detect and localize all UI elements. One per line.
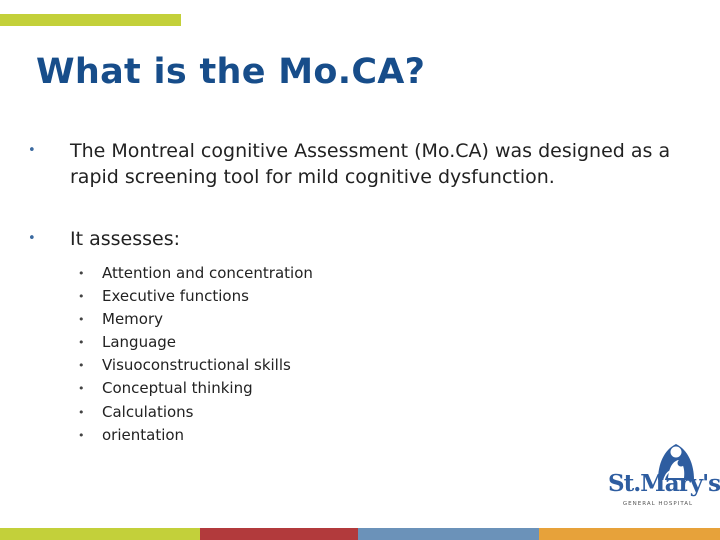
bullet-item — [28, 226, 678, 447]
sub-bullet-item — [70, 262, 678, 285]
bullet-text: The Montreal cognitive Assessment (Mo.CA) was designed as a rapid screening tool for mild cognitive dysfunction. — [70, 140, 671, 188]
bottom-bar-blue — [358, 528, 539, 540]
bullet-text: It assesses: — [70, 228, 181, 250]
bullet-marker: • — [28, 143, 36, 158]
sub-bullet-item — [70, 285, 678, 308]
sub-bullet-marker: • — [78, 359, 85, 373]
sub-bullet-text: Visuoconstructional skills — [102, 356, 291, 375]
sub-bullet-item — [70, 331, 678, 354]
sub-bullet-marker: • — [78, 267, 85, 280]
bullet-list — [28, 138, 678, 447]
bottom-bar-green — [0, 528, 200, 540]
sub-bullet-marker: • — [78, 290, 85, 304]
sub-bullet-item — [70, 401, 678, 424]
bullet-item — [28, 138, 678, 190]
bullet-marker: • — [28, 231, 36, 246]
sub-bullet-text: Attention and concentration — [102, 264, 313, 282]
bottom-color-bar — [0, 528, 720, 540]
sub-bullet-text: Calculations — [102, 402, 194, 421]
sub-bullet-text: Memory — [102, 310, 164, 329]
sub-bullet-item — [70, 354, 678, 377]
sub-bullet-marker: • — [78, 336, 85, 350]
sub-bullet-item — [70, 424, 678, 447]
top-accent-bar — [0, 14, 181, 26]
sub-bullet-item — [70, 377, 678, 400]
sub-bullet-marker: • — [78, 382, 85, 396]
hospital-logo — [608, 440, 720, 514]
sub-bullet-text: orientation — [102, 425, 185, 444]
sub-bullet-marker: • — [78, 428, 85, 442]
sub-bullet-item — [70, 308, 678, 331]
sub-bullet-text: Executive functions — [102, 287, 249, 306]
logo-subtitle: GENERAL HOSPITAL — [622, 501, 694, 507]
bottom-bar-red — [200, 528, 358, 540]
sub-bullet-marker: • — [78, 313, 85, 327]
sub-bullet-text: Conceptual thinking — [102, 379, 253, 398]
sub-bullet-text: Language — [102, 333, 177, 352]
sub-bullet-list — [70, 262, 678, 447]
slide-title: What is the Mo.CA? — [36, 52, 426, 92]
logo-name: St.Mary's — [608, 470, 720, 497]
sub-bullet-marker: • — [78, 405, 85, 419]
bottom-bar-orange — [539, 528, 720, 540]
